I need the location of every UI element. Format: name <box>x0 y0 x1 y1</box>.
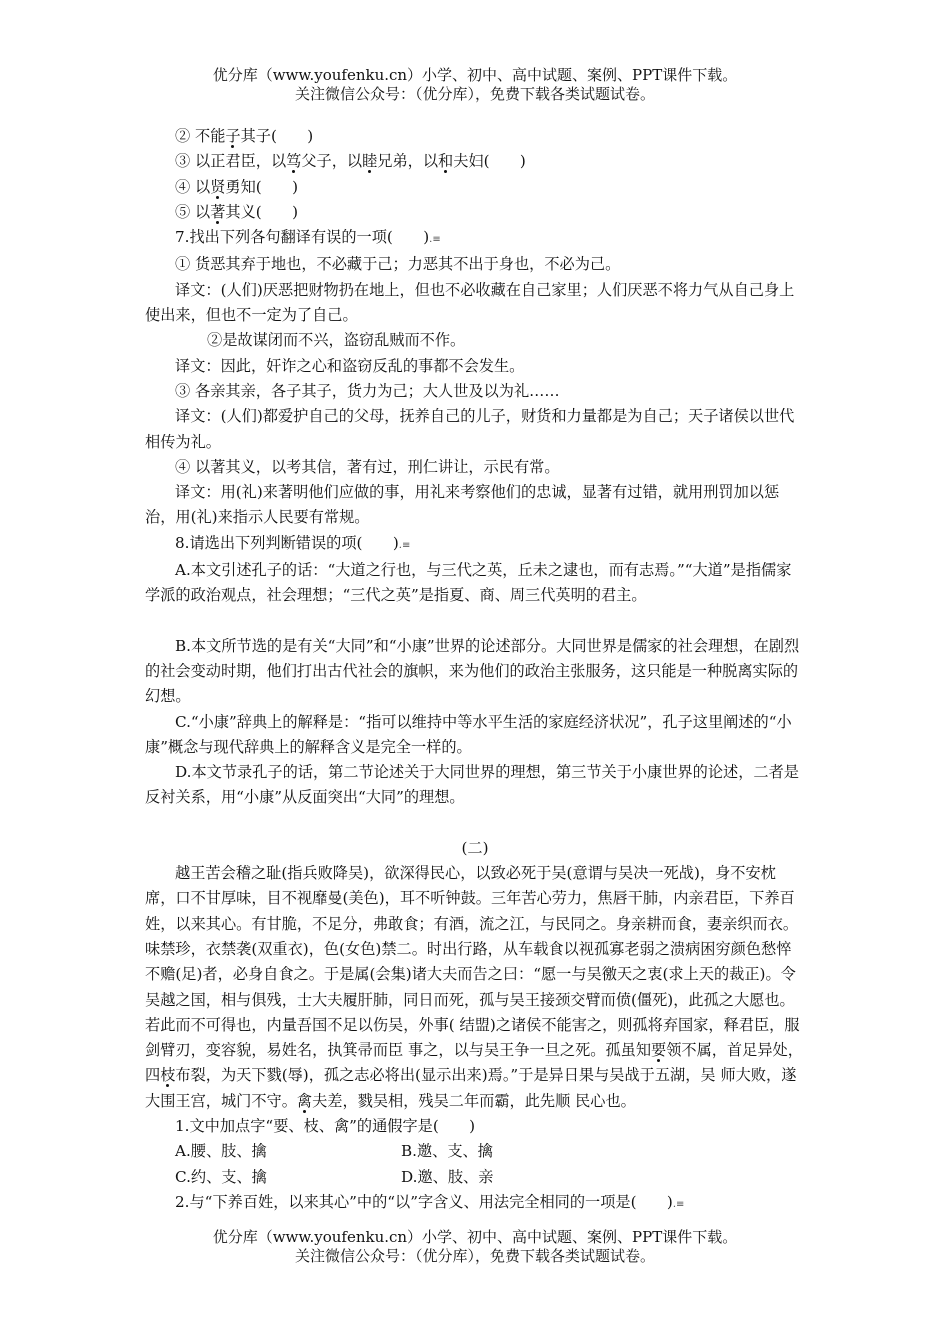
q6-item-5: ⑤ 以著其义( ) <box>175 202 298 221</box>
q8-stem: 8.请选出下列判断错误的项( ).≡ <box>175 533 411 552</box>
q8-option-c: C.“小康”辞典上的解释是：“指可以维持中等水平生活的家庭经济状况”，孔子这里阐述的“小康”概念与现代辞典上的解释含义是完全一样的。 <box>145 712 792 756</box>
document-body <box>145 124 805 1217</box>
footer-line-1: 优分库（www.youfenku.cn）小学、初中、高中试题、案例、PPT课件下载。 <box>212 1228 738 1246</box>
q2-stem: 2.与“下养百姓，以来其心”中的“以”字含义、用法完全相同的一项是( ).≡ <box>175 1192 685 1211</box>
q1-option-d: D.邀、肢、亲 <box>401 1167 494 1186</box>
q8-option-b: B.本文所节选的是有关“大同”和“小康”世界的论述部分。大同世界是儒家的社会理想，在剧烈的社会变动时期，他们打出古代社会的旗帜，来为他们的政治主张服务，这只能是一种脱离实际的幻想。 <box>145 636 800 706</box>
q6-item-4: ④ 以贤勇知( ) <box>175 177 298 196</box>
footer-line-2: 关注微信公众号：（优分库），免费下载各类试题试卷。 <box>294 1247 655 1265</box>
page-footer <box>0 1228 950 1266</box>
header-line-2: 关注微信公众号：（优分库），免费下载各类试题试卷。 <box>294 85 655 103</box>
q6-item-2: ② 不能子其子( ) <box>175 127 314 145</box>
q7-translation-1: 译文：(人们)厌恶把财物扔在地上，但也不必收藏在自己家里；人们厌恶不将力气从自己身上使出来，但也不一定为了自己。 <box>145 280 795 325</box>
q6-item-3: ③ 以正君臣，以笃父子，以睦兄弟，以和夫妇( ) <box>175 152 526 171</box>
q1-options-row-1 <box>145 1139 805 1164</box>
q7-translation-4: 译文：用(礼)来著明他们应做的事，用礼来考察他们的忠诚，显著有过错，就用刑罚加以惩治，用(礼)来指示人民要有常规。 <box>145 483 780 527</box>
q7-sentence-4: ④ 以著其义，以考其信，著有过，刑仁讲让，示民有常。 <box>175 457 560 476</box>
q7-translation-3: 译文：(人们)都爱护自己的父母，抚养自己的儿子，财货和力量都是为自己；天子诸侯以世代相传为礼。 <box>145 407 795 451</box>
q7-stem: 7.找出下列各句翻译有误的一项( ).≡ <box>175 228 441 247</box>
q8-option-a: A.本文引述孔子的话：“大道之行也，与三代之英，丘未之逮也，而有志焉。”“大道”是指儒家学派的政治观点，社会理想；“三代之英”是指夏、商、周三代英明的君主。 <box>145 561 792 605</box>
q7-sentence-1: ① 货恶其弃于地也，不必藏于己；力恶其不出于身也，不必为己。 <box>175 255 621 274</box>
q7-sentence-2: ②是故谋闭而不兴，盗窃乱贼而不作。 <box>207 331 466 350</box>
q1-option-a: A.腰、肢、擒 <box>175 1142 267 1161</box>
q1-option-c: C.约、支、擒 <box>175 1167 267 1186</box>
page-header <box>0 66 950 104</box>
q7-sentence-3: ③ 各亲其亲，各子其子，货力为己；大人世及以为礼…… <box>175 381 560 400</box>
q1-stem: 1.文中加点字“要、枝、禽”的通假字是( ) <box>175 1116 476 1135</box>
passage: 越王苦会稽之耻(指兵败降吴)，欲深得民心，以致必死于吴(意谓与吴决一死战)，身不安枕 席，口不甘厚味，目不视靡曼(美色)，耳不听钟鼓。三年苦心劳力，焦唇干肺，内亲君臣，下养百姓，以来其心。有甘脆，不足分，弗敢食；有酒，流之江，与民同之。身亲耕而食，妻亲织而衣。味禁珍，衣禁袭(双重衣)，色(女色)禁二。时出行路，从车载食以视孤寡老弱之溃病困穷颜色愁悴不赡(足)者，必身自食之。于是属(会集)诸大夫而告之曰：“愿一与吴徼天之衷(求上天的裁正)。令吴越之国，相与俱残，士大夫履肝肺，同日而死，孤与吴王接颈交臂而偾(僵死)，此孤之大愿也。若此而不可得也，内量吾国不足以伤吴，外事( 结盟)之诸侯不能害之，则孤将弃国家，释君臣，服剑臂刃，变容貌，易姓名，执箕帚而臣 事之，以与吴王争一旦之死。孤虽知要领不属，首足异处，四枝布裂，为天下戮(辱)，孤之志必将出(显示出来)焉。”于是异日果与吴战于五湖，吴 师大败，遂大围王宫，城门不守。禽夫差，戮吴相，残吴二年而霸，此先顺 民心也。 <box>145 864 803 1110</box>
q1-option-b: B.邀、支、擒 <box>401 1142 493 1161</box>
q8-option-d: D.本文节录孔子的话，第二节论述关于大同世界的理想，第三节关于小康世界的论述，二者是反衬关系，用“小康”从反面突出“大同”的理想。 <box>145 763 799 807</box>
section-heading: (二) <box>461 838 489 857</box>
q1-options-row-2 <box>145 1165 805 1190</box>
q7-translation-2: 译文：因此，奸诈之心和盗窃反乱的事都不会发生。 <box>175 356 525 375</box>
header-line-1: 优分库（www.youfenku.cn）小学、初中、高中试题、案例、PPT课件下载。 <box>212 66 738 84</box>
